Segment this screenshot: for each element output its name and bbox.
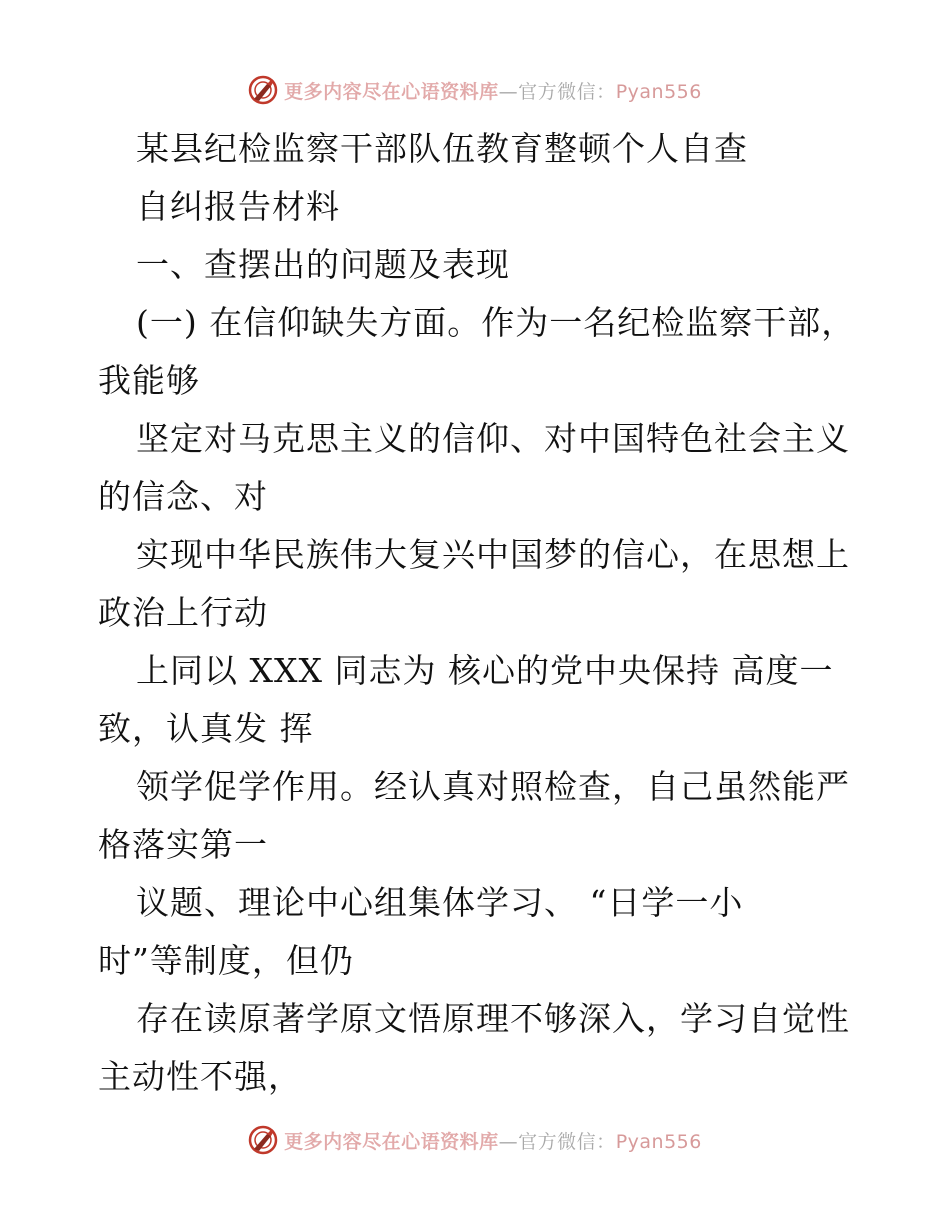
brand-logo-icon: [248, 1125, 278, 1155]
paragraph-line: 上同以 XXX 同志为 核心的党中央保持 高度一: [136, 651, 834, 690]
watermark-text: [284, 1127, 702, 1154]
footer-watermark: [0, 1120, 950, 1160]
header-watermark: [0, 70, 950, 110]
paragraph-line: 主动性不强，: [98, 1057, 302, 1096]
watermark-id: Pyan556: [615, 1130, 702, 1153]
paragraph-line: 时”等制度，但仍: [98, 941, 354, 980]
doc-title-line-1: 某县纪检监察干部队伍教育整顿个人自查: [136, 129, 748, 168]
watermark-text: [284, 77, 702, 104]
document-body: [98, 120, 858, 1106]
doc-title-line-2: 自纠报告材料: [136, 187, 340, 226]
watermark-id: Pyan556: [615, 80, 702, 103]
brand-logo-icon: [248, 75, 278, 105]
watermark-rest: —官方微信：: [498, 1130, 616, 1153]
paragraph-line: 领学促学作用。经认真对照检查，自己虽然能严: [136, 767, 850, 806]
paragraph-line: 格落实第一: [98, 825, 268, 864]
paragraph-line: 议题、理论中心组集体学习、 “日学一小: [136, 883, 744, 922]
paragraph-line: 我能够: [98, 361, 200, 400]
paragraph-line: 致，认真发 挥: [98, 709, 314, 748]
section-heading: 一、查摆出的问题及表现: [136, 245, 510, 284]
paragraph-line: (一) 在信仰缺失方面。作为一名纪检监察干部，: [136, 303, 856, 342]
paragraph-line: 坚定对马克思主义的信仰、对中国特色社会主义: [136, 419, 850, 458]
paragraph-line: 政治上行动: [98, 593, 268, 632]
paragraph-line: 实现中华民族伟大复兴中国梦的信心，在思想上: [136, 535, 850, 574]
watermark-rest: —官方微信：: [498, 80, 616, 103]
paragraph-line: 存在读原著学原文悟原理不够深入，学习自觉性: [136, 999, 850, 1038]
paragraph-line: 的信念、对: [98, 477, 268, 516]
watermark-lead: 更多内容尽在心语资料库: [284, 1130, 499, 1153]
watermark-lead: 更多内容尽在心语资料库: [284, 80, 499, 103]
